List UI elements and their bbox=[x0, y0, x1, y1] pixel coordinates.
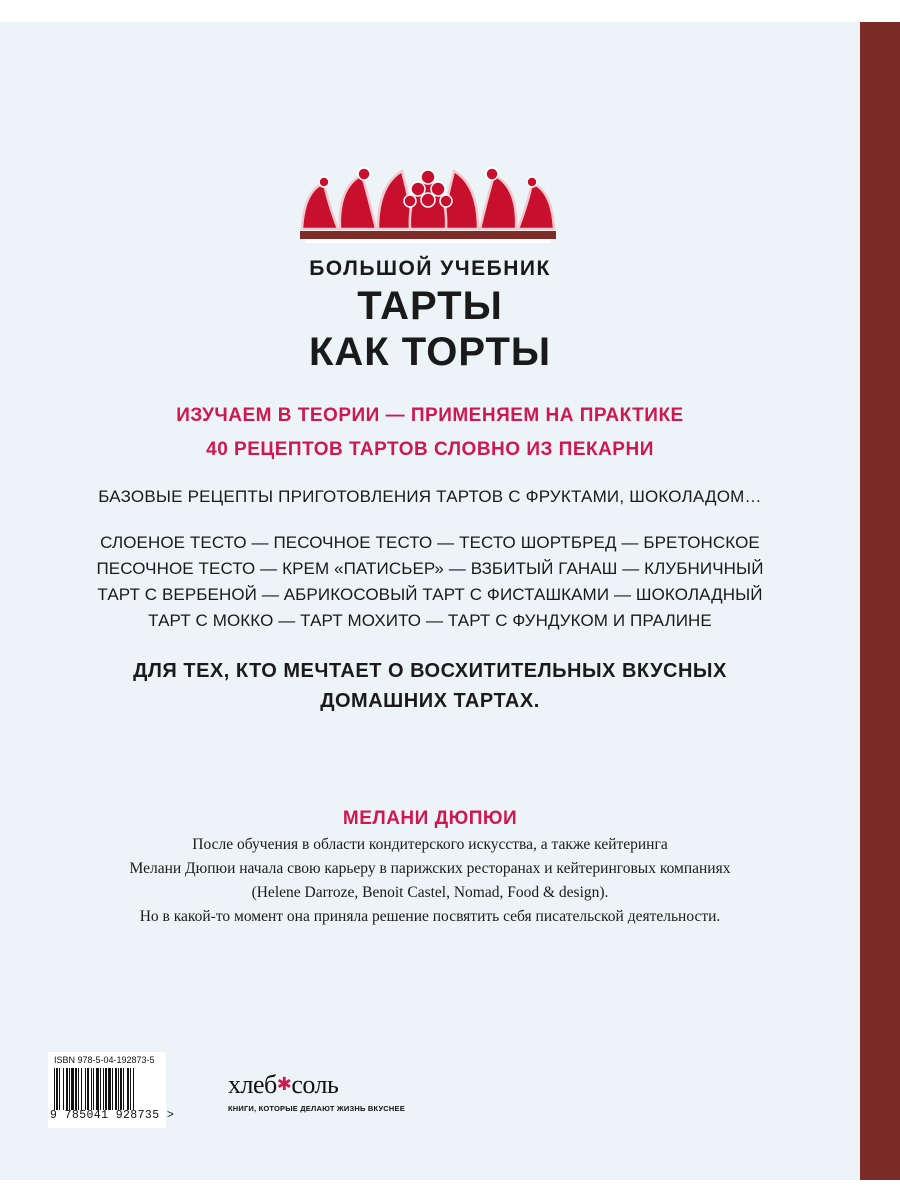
book-title bbox=[0, 283, 860, 375]
bio-line: Мелани Дюпюи начала свою карьеру в парижских ресторанах и кейтеринговых компаниях bbox=[129, 860, 731, 877]
audience-line: ДЛЯ ТЕХ, КТО МЕЧТАЕТ О ВОСХИТИТЕЛЬНЫХ ВКУСНЫХ bbox=[133, 660, 727, 682]
top-margin bbox=[0, 0, 900, 22]
base-recipes-text: БАЗОВЫЕ РЕЦЕПТЫ ПРИГОТОВЛЕНИЯ ТАРТОВ С ФРУКТАМИ, ШОКОЛАДОМ… bbox=[98, 487, 762, 506]
recipes-line: ТАРТ С ВЕРБЕНОЙ — АБРИКОСОВЫЙ ТАРТ С ФИСТАШКАМИ — ШОКОЛАДНЫЙ bbox=[97, 585, 763, 604]
bio-line: После обучения в области кондитерского искусства, а также кейтеринга bbox=[192, 836, 668, 853]
barcode-bar bbox=[130, 1068, 131, 1110]
barcode-digits: 9 785041 928735 > bbox=[50, 1109, 175, 1122]
barcode-bar bbox=[112, 1068, 113, 1110]
bio-line: (Helene Darroze, Benoit Castel, Nomad, Food & design). bbox=[251, 884, 609, 901]
barcode-bars bbox=[54, 1068, 160, 1110]
spine-strip bbox=[860, 22, 900, 1180]
title-line: ТАРТЫ bbox=[357, 284, 503, 328]
barcode-bar bbox=[78, 1068, 79, 1110]
barcode-bar bbox=[133, 1068, 134, 1110]
barcode-bar bbox=[118, 1068, 119, 1110]
barcode-bar bbox=[100, 1068, 101, 1110]
publisher-name-part: соль bbox=[291, 1070, 339, 1099]
tagline: ИЗУЧАЕМ В ТЕОРИИ — ПРИМЕНЯЕМ НА ПРАКТИКЕ bbox=[176, 405, 684, 426]
bio-line: Но в какой-то момент она приняла решение посвятить себя писательской деятельности. bbox=[139, 908, 721, 925]
barcode-bar bbox=[81, 1068, 82, 1110]
barcode-bar bbox=[115, 1068, 117, 1110]
barcode-bar bbox=[71, 1068, 74, 1110]
barcode-bar bbox=[56, 1068, 58, 1110]
author-bio bbox=[0, 833, 860, 929]
barcode bbox=[48, 1052, 175, 1128]
barcode-bar bbox=[108, 1068, 111, 1110]
barcode-bar bbox=[85, 1068, 86, 1110]
barcode-bar bbox=[96, 1068, 99, 1110]
series-label: БОЛЬШОЙ УЧЕБНИК bbox=[309, 257, 551, 280]
title-line: КАК ТОРТЫ bbox=[308, 330, 552, 374]
audience-statement bbox=[0, 656, 860, 716]
barcode-bar bbox=[63, 1068, 64, 1110]
barcode-bar bbox=[123, 1068, 124, 1110]
audience-line: ДОМАШНИХ ТАРТАХ. bbox=[320, 690, 540, 712]
barcode-bar bbox=[54, 1068, 55, 1110]
bottom-margin bbox=[0, 1180, 900, 1200]
publisher-name-part: хлеб bbox=[228, 1070, 277, 1099]
barcode-bar bbox=[87, 1068, 89, 1110]
asterisk-icon: ✱ bbox=[276, 1074, 292, 1094]
recipes-line: ТАРТ С МОККО — ТАРТ МОХИТО — ТАРТ С ФУНДУКОМ И ПРАЛИНЕ bbox=[148, 611, 712, 630]
recipes-line: СЛОЕНОЕ ТЕСТО — ПЕСОЧНОЕ ТЕСТО — ТЕСТО ШОРТБРЕД — БРЕТОНСКОЕ bbox=[100, 533, 760, 552]
barcode-bar bbox=[91, 1068, 92, 1110]
barcode-bar bbox=[66, 1068, 68, 1110]
barcode-bar bbox=[59, 1068, 60, 1110]
barcode-bar bbox=[120, 1068, 122, 1110]
publisher-logo bbox=[228, 1070, 408, 1113]
isbn-number: ISBN 978-5-04-192873-5 bbox=[54, 1055, 155, 1065]
publisher-name bbox=[228, 1070, 408, 1100]
recipes-list bbox=[0, 530, 860, 634]
tart-with-fruit-icon bbox=[298, 163, 558, 253]
barcode-bar bbox=[103, 1068, 104, 1110]
tagline: 40 РЕЦЕПТОВ ТАРТОВ СЛОВНО ИЗ ПЕКАРНИ bbox=[206, 439, 654, 460]
recipes-line: ПЕСОЧНОЕ ТЕСТО — КРЕМ «ПАТИСЬЕР» — ВЗБИТЫЙ ГАНАШ — КЛУБНИЧНЫЙ bbox=[96, 559, 764, 578]
barcode-bar bbox=[69, 1068, 70, 1110]
author-name: МЕЛАНИ ДЮПЮИ bbox=[342, 808, 518, 829]
barcode-bar bbox=[75, 1068, 77, 1110]
barcode-bar bbox=[105, 1068, 107, 1110]
barcode-bar bbox=[127, 1068, 129, 1110]
barcode-bar bbox=[93, 1068, 94, 1110]
publisher-tagline: КНИГИ, КОТОРЫЕ ДЕЛАЮТ ЖИЗНЬ ВКУСНЕЕ bbox=[228, 1104, 405, 1113]
